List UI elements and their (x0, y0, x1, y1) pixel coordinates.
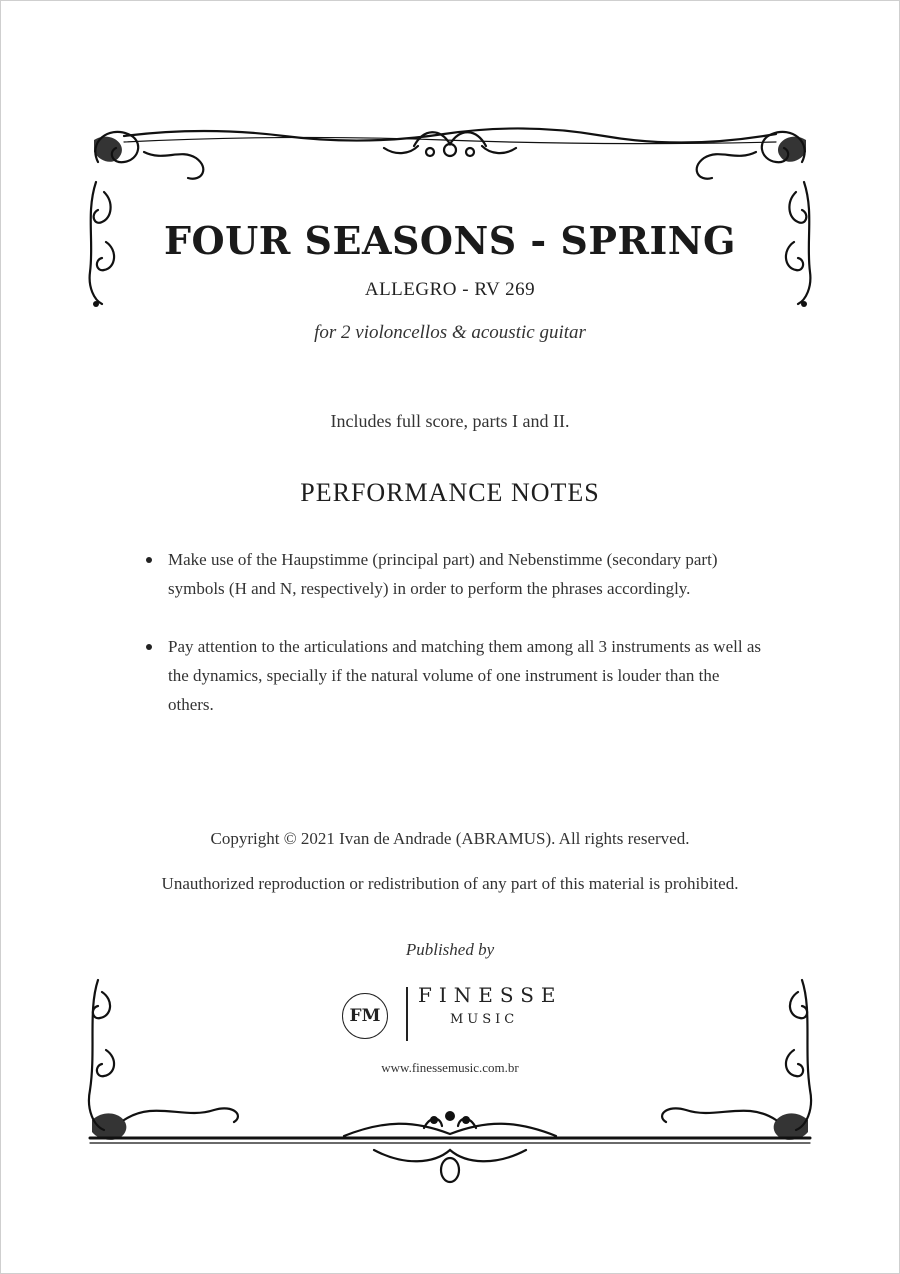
note-text: Make use of the Haupstimme (principal part) and Nebenstimme (secondary part) symbols (H and N, respectively) in order to perform the phrases accordingly. (168, 550, 718, 598)
logo-brand-name: FINESSE (418, 983, 563, 1007)
publisher-logo (342, 985, 562, 1045)
list-item (146, 545, 766, 603)
page-title: FOUR SEASONS - SPRING (164, 218, 736, 263)
list-item (146, 632, 766, 719)
website-link[interactable]: www.finessemusic.com.br (381, 1060, 519, 1075)
logo-divider (406, 987, 408, 1041)
note-text: Pay attention to the articulations and matching them among all 3 instruments as well as the dynamics, specially if the natural volume of one instrument is louder than the others. (168, 637, 761, 714)
rights-text: Unauthorized reproduction or redistribution of any part of this material is prohibited. (161, 874, 739, 893)
published-by-text: Published by (405, 940, 495, 959)
logo-brand-sub: MUSIC (450, 1012, 519, 1027)
performance-notes-list (146, 545, 766, 748)
performance-notes-heading: PERFORMANCE NOTES (300, 478, 600, 507)
bullet-icon (146, 557, 152, 563)
bullet-icon (146, 644, 152, 650)
includes-text: Includes full score, parts I and II. (330, 411, 570, 431)
instrumentation-text: for 2 violoncellos & acoustic guitar (314, 322, 586, 343)
movement-subtitle: ALLEGRO - RV 269 (364, 279, 536, 300)
logo-monogram: FM (342, 993, 388, 1039)
copyright-text: Copyright © 2021 Ivan de Andrade (ABRAMUS). All rights reserved. (210, 829, 690, 848)
